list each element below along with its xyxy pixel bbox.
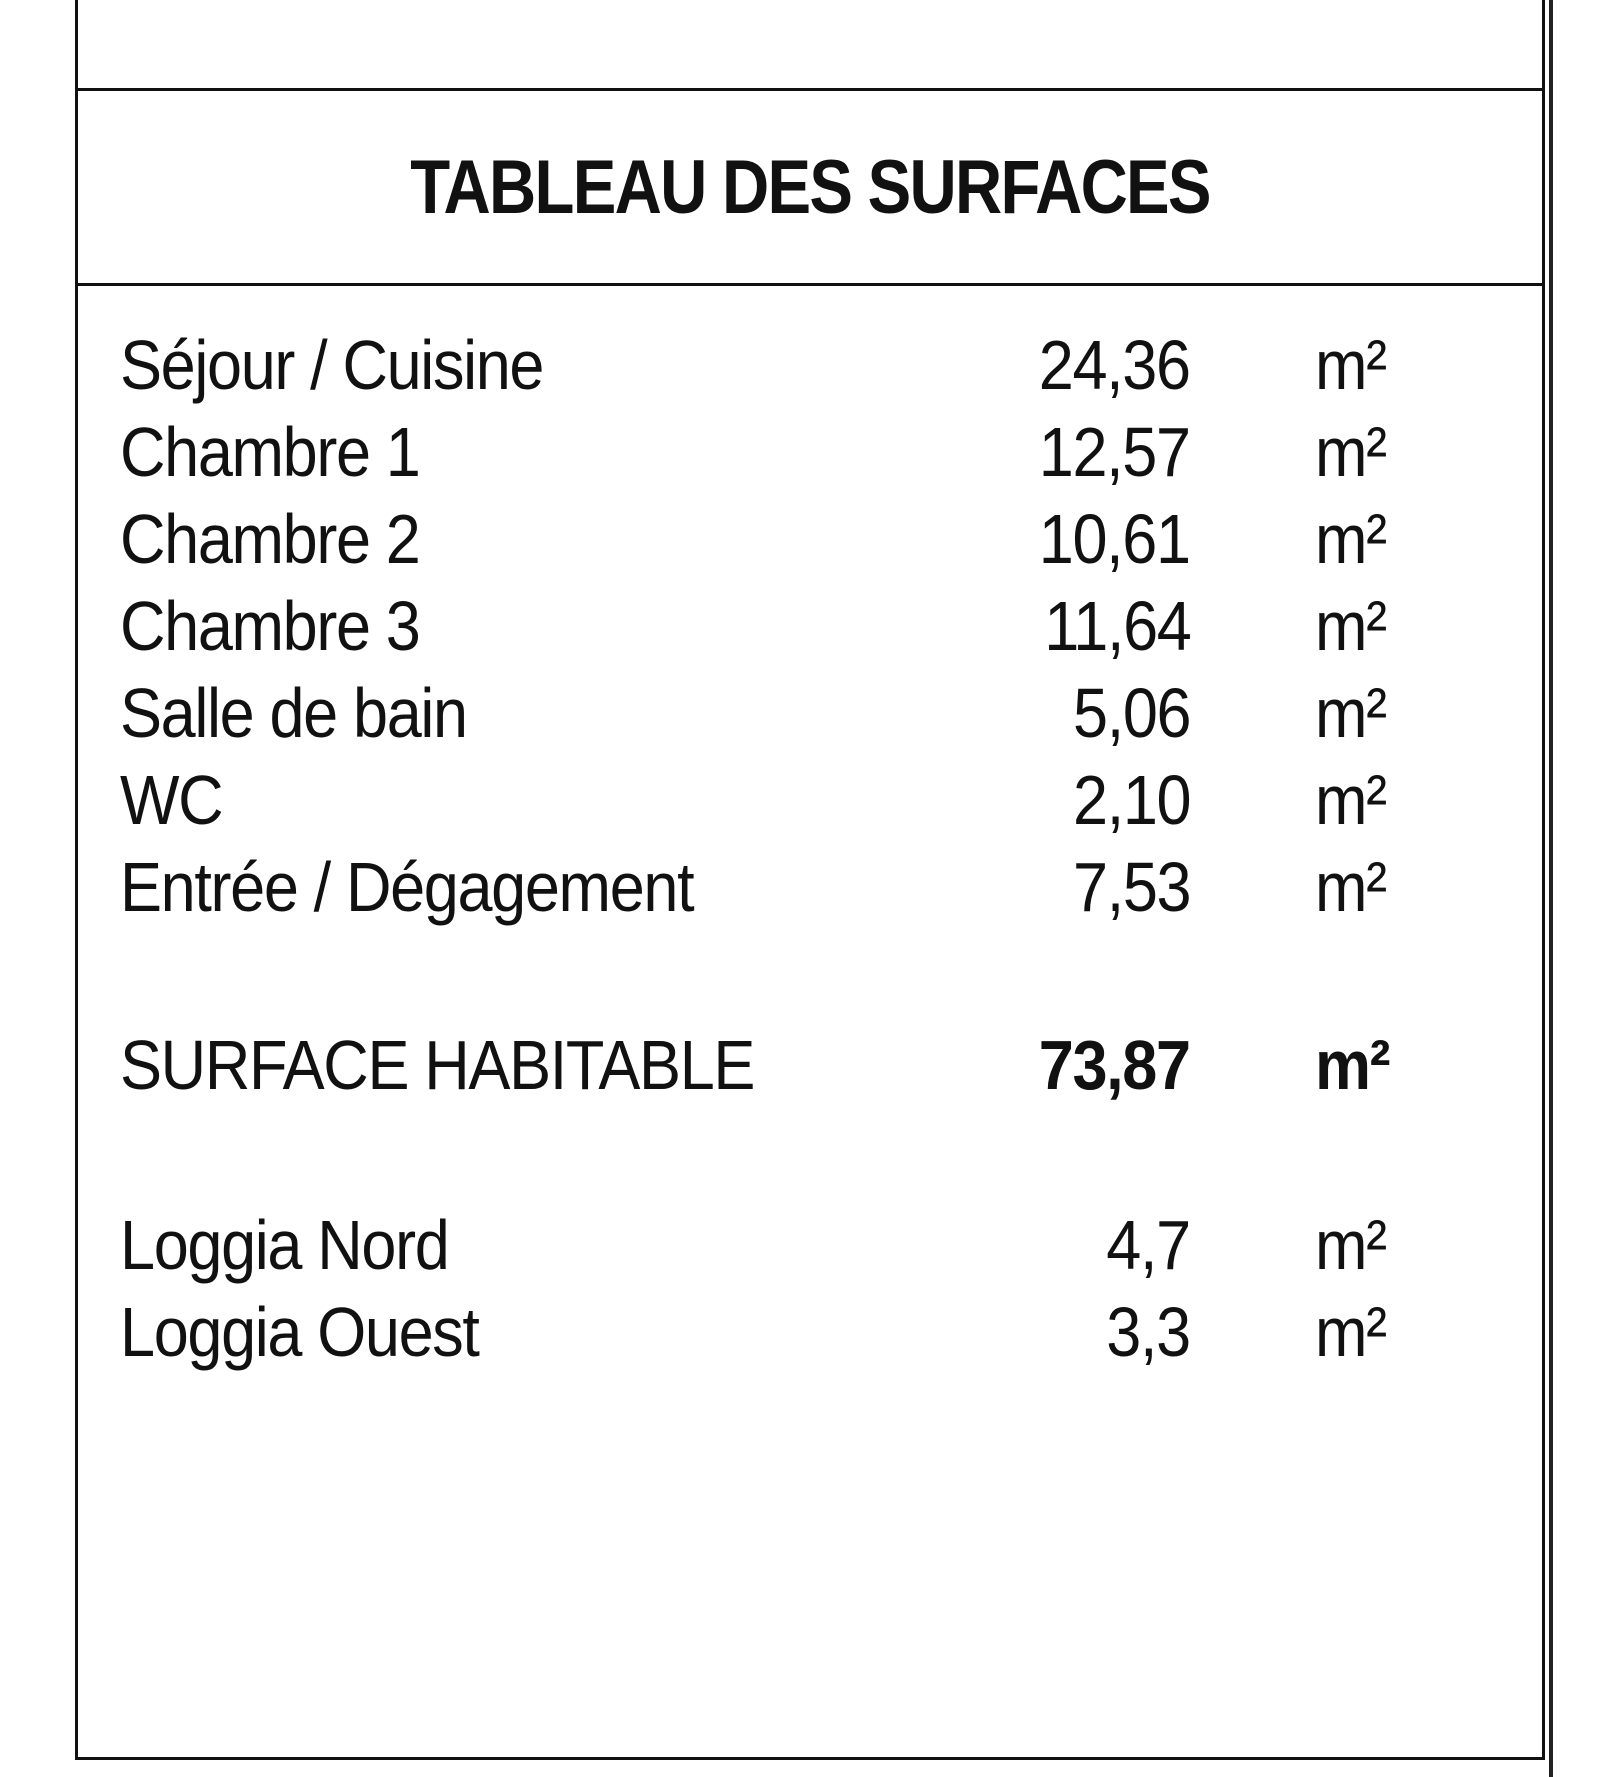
room-area: 5,06 bbox=[1072, 674, 1190, 752]
frame-right-edge bbox=[1549, 0, 1553, 1777]
room-unit: m² bbox=[1315, 761, 1386, 839]
table-title: TABLEAU DES SURFACES bbox=[410, 144, 1210, 230]
table-row bbox=[120, 760, 1420, 850]
annex-unit: m² bbox=[1315, 1293, 1386, 1371]
total-row bbox=[120, 1025, 1420, 1115]
room-label: Séjour / Cuisine bbox=[120, 326, 544, 404]
room-unit: m² bbox=[1315, 674, 1386, 752]
total-label: SURFACE HABITABLE bbox=[120, 1026, 755, 1104]
room-label: WC bbox=[120, 761, 223, 839]
room-label: Salle de bain bbox=[120, 674, 467, 752]
table-row bbox=[120, 325, 1420, 415]
room-unit: m² bbox=[1315, 848, 1386, 926]
room-area: 2,10 bbox=[1072, 761, 1190, 839]
room-unit: m² bbox=[1315, 326, 1386, 404]
table-row bbox=[120, 1292, 1420, 1382]
table-row bbox=[120, 847, 1420, 937]
room-label: Entrée / Dégagement bbox=[120, 848, 694, 926]
room-area: 12,57 bbox=[1039, 413, 1190, 491]
room-unit: m² bbox=[1315, 500, 1386, 578]
header-divider bbox=[75, 283, 1545, 286]
room-label: Chambre 3 bbox=[120, 587, 420, 665]
annex-area: 4,7 bbox=[1106, 1206, 1190, 1284]
room-area: 10,61 bbox=[1039, 500, 1190, 578]
room-unit: m² bbox=[1315, 587, 1386, 665]
room-unit: m² bbox=[1315, 413, 1386, 491]
table-row bbox=[120, 412, 1420, 502]
room-area: 11,64 bbox=[1043, 587, 1190, 665]
room-area: 24,36 bbox=[1039, 326, 1190, 404]
room-label: Chambre 2 bbox=[120, 500, 420, 578]
annex-area: 3,3 bbox=[1106, 1293, 1190, 1371]
annex-unit: m² bbox=[1315, 1206, 1386, 1284]
room-label: Chambre 1 bbox=[120, 413, 420, 491]
table-row bbox=[120, 499, 1420, 589]
total-unit: m² bbox=[1315, 1026, 1390, 1104]
annex-label: Loggia Nord bbox=[120, 1206, 449, 1284]
table-row bbox=[120, 1205, 1420, 1295]
annex-label: Loggia Ouest bbox=[120, 1293, 479, 1371]
room-area: 7,53 bbox=[1072, 848, 1190, 926]
table-row bbox=[120, 586, 1420, 676]
table-row bbox=[120, 673, 1420, 763]
total-area: 73,87 bbox=[1039, 1026, 1190, 1104]
